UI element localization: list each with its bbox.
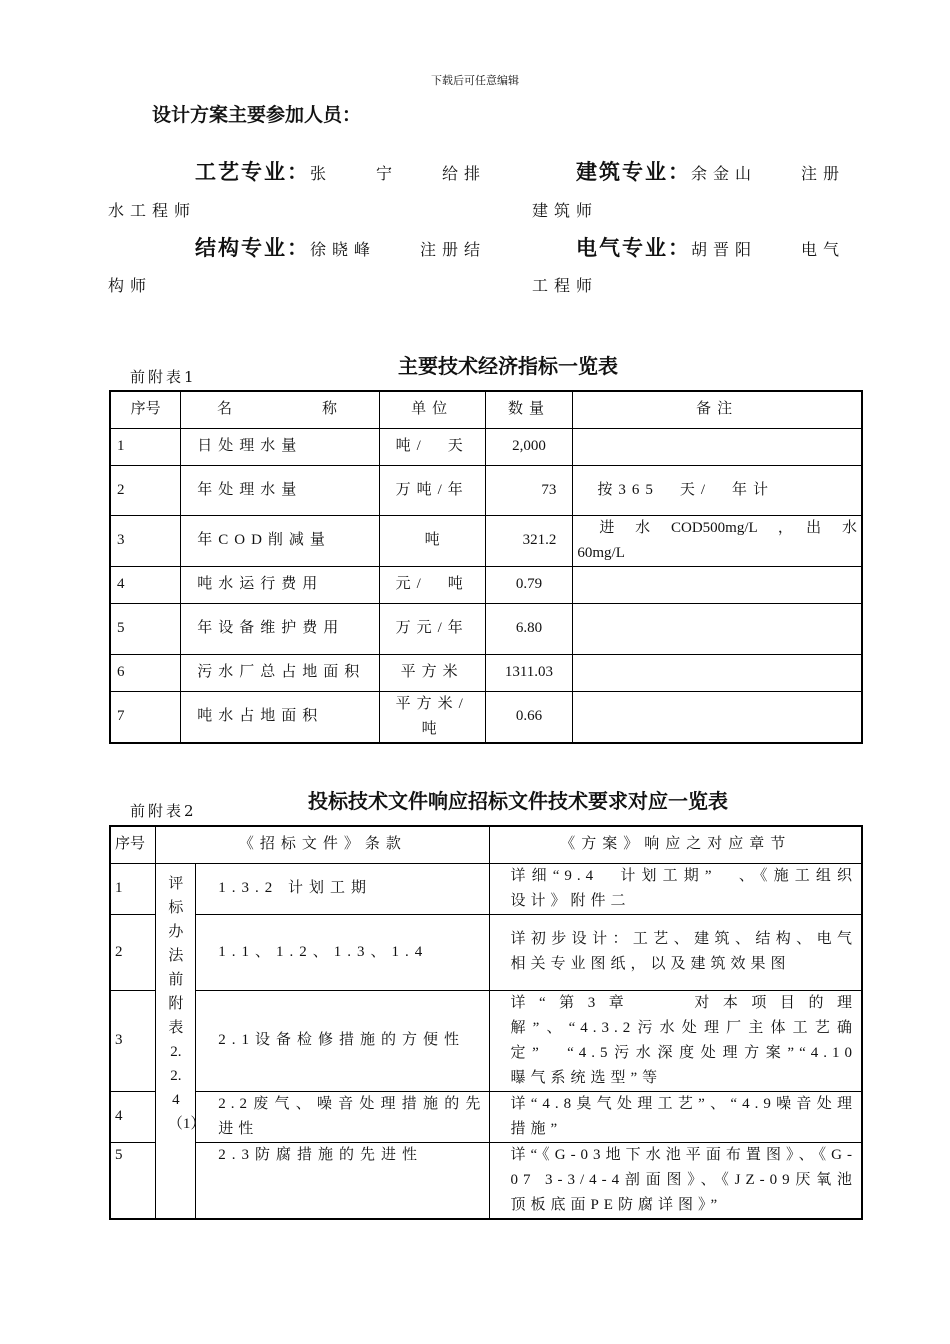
- table-row: [110, 691, 862, 743]
- table-cell: 吨水占地面积: [181, 691, 380, 743]
- table2-header-cell: 序号: [110, 826, 156, 863]
- table-row: [110, 654, 862, 691]
- table-cell: 4: [110, 1091, 156, 1142]
- table1-header-cell: 名 称: [181, 391, 380, 428]
- architecture-names-cont: 建筑师: [532, 201, 599, 220]
- table-cell: 吨水运行费用: [181, 566, 380, 603]
- table-cell: [573, 603, 862, 654]
- electrical-entry: [576, 232, 845, 262]
- table-cell: 年COD削减量: [181, 515, 380, 566]
- table-cell: 2.2废气、噪音处理措施的先进性: [196, 1091, 490, 1142]
- electrical-names: 胡晋阳 电气: [691, 240, 846, 259]
- table-cell: 详“4.8臭气处理工艺”、“4.9噪音处理措施”: [490, 1091, 862, 1142]
- table-row: [110, 1142, 862, 1219]
- table-cell: [573, 691, 862, 743]
- process-role: 工艺专业：: [195, 160, 310, 184]
- table1-title: 主要技术经济指标一览表: [398, 354, 618, 378]
- table-cell: 4: [110, 566, 181, 603]
- table-cell: 5: [110, 603, 181, 654]
- table-cell: 元/ 吨: [379, 566, 485, 603]
- table-cell: 平方米/吨: [379, 691, 485, 743]
- table-row: [110, 603, 862, 654]
- process-entry: [195, 156, 486, 186]
- table-cell: 详“第3章 对本项目的理解”、“4.3.2污水处理厂主体工艺确定” “4.5污水深度处理方案”“4.10 曝气系统选型”等: [490, 990, 862, 1091]
- table-cell: 1: [110, 863, 156, 914]
- table-cell: 污水厂总占地面积: [181, 654, 380, 691]
- table-cell: [573, 566, 862, 603]
- table-row: [110, 428, 862, 465]
- structure-role: 结构专业：: [195, 236, 310, 260]
- table1-header-cell: 数量: [485, 391, 573, 428]
- table-cell: 万元/年: [379, 603, 485, 654]
- table-row: [110, 863, 862, 914]
- table-cell: 2.1设备检修措施的方便性: [196, 990, 490, 1091]
- table-cell: 1: [110, 428, 181, 465]
- table-cell: 年处理水量: [181, 465, 380, 515]
- table-cell: [573, 428, 862, 465]
- architecture-entry: [576, 156, 845, 186]
- table-cell: 1311.03: [485, 654, 573, 691]
- table-row: [110, 566, 862, 603]
- table1-label: 前附表1: [130, 368, 197, 386]
- table1-header-cell: 序号: [110, 391, 181, 428]
- table-cell: 2.3防腐措施的先进性: [196, 1142, 490, 1219]
- table-cell: 0.66: [485, 691, 573, 743]
- table-cell: 2: [110, 914, 156, 990]
- table-cell: 3: [110, 990, 156, 1091]
- table2-header-cell: 《招标文件》条款: [156, 826, 490, 863]
- table-row: [110, 914, 862, 990]
- table-cell: 73: [485, 465, 573, 515]
- table1-header-cell: 备注: [573, 391, 862, 428]
- table-row: [110, 990, 862, 1091]
- table-cell: 按365 天/ 年计: [573, 465, 862, 515]
- structure-names-cont: 构师: [108, 276, 153, 295]
- table-cell: 2,000: [485, 428, 573, 465]
- table-cell: 5: [110, 1142, 156, 1219]
- structure-names: 徐晓峰 注册结: [310, 240, 487, 259]
- table-cell: 3: [110, 515, 181, 566]
- table-cell: [573, 654, 862, 691]
- table-cell: 0.79: [485, 566, 573, 603]
- table-cell: 吨/ 天: [379, 428, 485, 465]
- process-names-cont: 水工程师: [108, 201, 197, 220]
- table-row: [110, 1091, 862, 1142]
- table-cell: 吨: [379, 515, 485, 566]
- electrical-role: 电气专业：: [576, 236, 691, 260]
- table-cell: 年设备维护费用: [181, 603, 380, 654]
- table-cell: 1.3.2 计划工期: [196, 863, 490, 914]
- architecture-names: 余金山 注册: [691, 164, 846, 183]
- table1-header-cell: 单位: [379, 391, 485, 428]
- table2-header-cell: 《方案》响应之对应章节: [490, 826, 862, 863]
- table1: [109, 390, 863, 744]
- table2-header-row: [110, 826, 862, 863]
- table-cell: 2: [110, 465, 181, 515]
- table1-header-row: [110, 391, 862, 428]
- electrical-names-cont: 工程师: [532, 276, 599, 295]
- criteria-group-label: 评标办法前附表2.2.4（1）: [167, 875, 206, 1132]
- architecture-role: 建筑专业：: [576, 160, 691, 184]
- table-row: [110, 465, 862, 515]
- table2-label: 前附表2: [130, 802, 197, 820]
- table-cell: 1.1、1.2、1.3、1.4: [196, 914, 490, 990]
- table-cell: 7: [110, 691, 181, 743]
- table-cell: 321.2: [485, 515, 573, 566]
- table2: [109, 825, 878, 1220]
- table2-title: 投标技术文件响应招标文件技术要求对应一览表: [308, 789, 728, 813]
- table-cell: 平方米: [379, 654, 485, 691]
- process-names: 张 宁 给排: [310, 164, 487, 183]
- table-cell: 详初步设计：工艺、建筑、结构、电气相关专业图纸，以及建筑效果图: [490, 914, 862, 990]
- table-cell: 6: [110, 654, 181, 691]
- criteria-group-cell: [156, 863, 206, 1219]
- header-note: 下载后可任意编辑: [431, 74, 519, 87]
- table-cell: 日处理水量: [181, 428, 380, 465]
- table-cell: 详细“9.4 计划工期” 、《施工组织设计》附件二: [490, 863, 862, 914]
- document-title: 设计方案主要参加人员：: [152, 104, 362, 126]
- structure-entry: [195, 232, 486, 262]
- table-row: [110, 515, 862, 566]
- table-cell: 万吨/年: [379, 465, 485, 515]
- table-cell: 详“《G-03地下水池平面布置图》、《G-07 3-3/4-4剖面图》、《JZ-09厌氧池顶板底面PE防腐详图》”: [490, 1142, 862, 1219]
- table-cell: 6.80: [485, 603, 573, 654]
- table-cell: 进 水 COD500mg/L ， 出 水60mg/L: [573, 515, 862, 566]
